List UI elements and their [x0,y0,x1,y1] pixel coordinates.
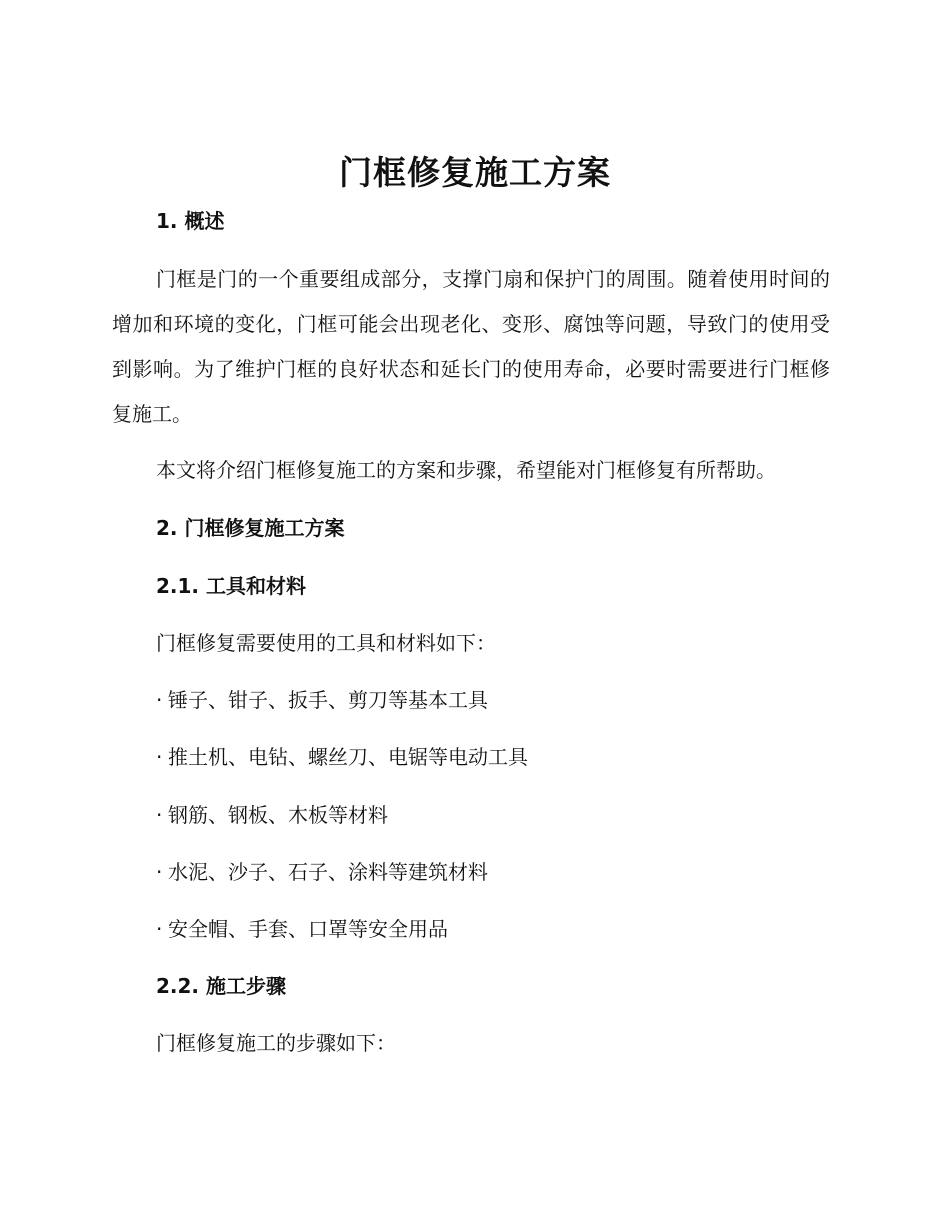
section-heading-plan: 2. 门框修复施工方案 [156,516,345,540]
bullet-icon: · [156,917,163,941]
bullet-icon: · [156,745,163,769]
bullet-icon: · [156,688,163,712]
subsection-heading-tools: 2.1. 工具和材料 [156,574,306,598]
bullet-icon: · [156,860,163,884]
list-item [156,685,488,715]
subsection-heading-steps: 2.2. 施工步骤 [156,974,286,998]
steps-intro: 门框修复施工的步骤如下： [156,1031,396,1055]
document-title: 门框修复施工方案 [339,153,611,192]
bullet-icon: · [156,803,163,827]
list-item [156,742,528,772]
list-item-text: 水泥、沙子、石子、涂料等建筑材料 [168,860,488,884]
list-item [156,800,388,830]
list-item [156,857,488,887]
overview-paragraph-2: 本文将介绍门框修复施工的方案和步骤，希望能对门框修复有所帮助。 [156,458,776,482]
list-item [156,914,448,944]
tools-intro: 门框修复需要使用的工具和材料如下： [156,631,496,655]
section-heading-overview: 1. 概述 [156,209,225,233]
list-item-text: 钢筋、钢板、木板等材料 [168,803,388,827]
list-item-text: 推土机、电钻、螺丝刀、电锯等电动工具 [168,745,528,769]
list-item-text: 锤子、钳子、扳手、剪刀等基本工具 [168,688,488,712]
overview-paragraph-1: 门框是门的一个重要组成部分，支撑门扇和保护门的周围。随着使用时间的增加和环境的变化，门框可能会出现老化、变形、腐蚀等问题，导致门的使用受到影响。为了维护门框的良好状态和延长门的使用寿命，必要时需要进行门框修复施工。 [112,267,830,426]
list-item-text: 安全帽、手套、口罩等安全用品 [168,917,448,941]
